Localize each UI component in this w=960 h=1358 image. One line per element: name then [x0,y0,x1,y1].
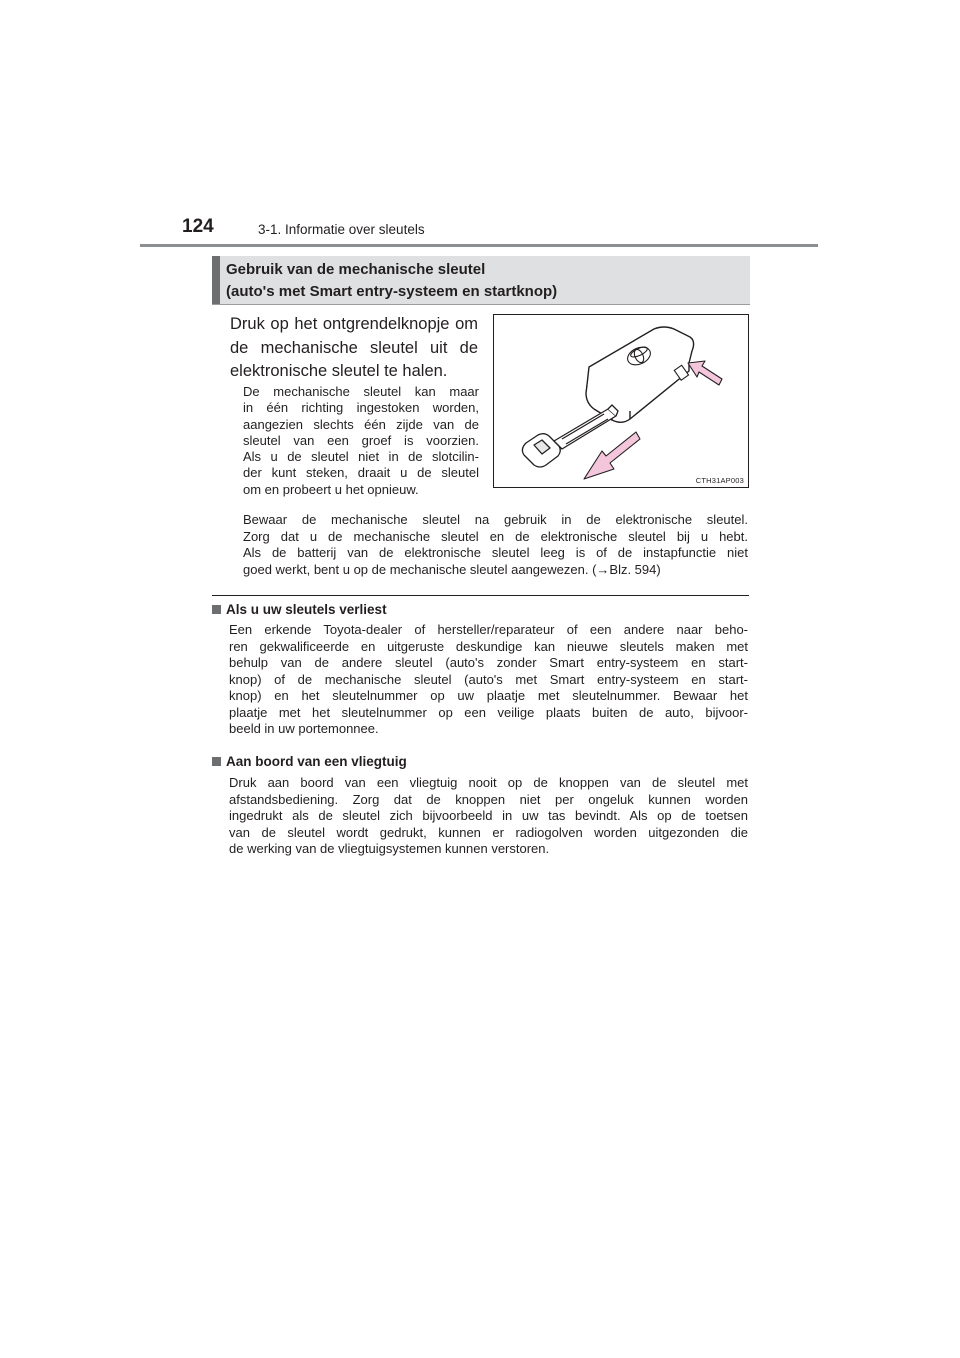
lost-keys-line: knop) en het sleutelnummer op uw plaatje met sleutelnummer. Bewaar het [229,688,748,703]
intro-line: elektronische sleutel te halen. [230,362,448,380]
note-line: in één richting ingestoken worden, [243,400,479,416]
lost-keys-line: Een erkende Toyota-dealer of hersteller/reparateur of een andere naar beho- [229,622,748,637]
airplane-line: ingedrukt als de sleutel zich bijvoorbeeld in uw tas bevindt. Als op de toetsen [229,808,748,823]
airplane-text [229,775,748,858]
key-drawing [494,315,748,487]
airplane-line: de werking van de vliegtuigsystemen kunnen verstoren. [229,841,550,856]
heading-line-1: Gebruik van de mechanische sleutel [226,261,486,278]
key-orientation-note [243,384,479,498]
figure-code: CTH31AP003 [695,476,744,485]
airplane-line: van de sleutel wordt gedrukt, kunnen er radiogolven worden uitgezonden die [229,824,748,840]
storage-line: Als de batterij van de elektronische sleutel leeg is of de instapfunctie niet [243,545,748,560]
note-line: Als u de sleutel niet in de slotcilin- [243,449,479,465]
airplane-line: afstandsbediening. Zorg dat de knoppen niet per ongeluk kunnen worden [229,791,748,807]
lost-keys-heading [212,602,387,617]
storage-line: Bewaar de mechanische sleutel na gebruik in de elektronische sleutel. [243,512,748,527]
intro-line: de mechanische sleutel uit de [230,338,478,357]
section-heading [212,256,750,305]
note-line: De mechanische sleutel kan maar [243,384,479,399]
heading-accent-bar [212,256,220,304]
storage-line: goed werkt, bent u op de mechanische sleutel aangewezen. (→Blz. 594) [243,561,661,577]
note-line: der kunt steken, draait u de sleutel [243,465,479,481]
lost-keys-title: Als u uw sleutels verliest [226,602,387,617]
airplane-line: Druk aan boord van een vliegtuig nooit op de knoppen van de sleutel met [229,775,748,790]
lost-keys-line: behulp van de andere sleutel (auto's zonder Smart entry-systeem en start- [229,655,748,670]
header-rule [140,244,818,247]
note-line: sleutel van een groef is voorzien. [243,432,479,448]
airplane-heading [212,754,407,769]
square-bullet-icon [212,757,221,766]
storage-note [243,512,748,578]
lost-keys-line: knop) of de mechanische sleutel (auto's met Smart entry-systeem en start- [229,671,748,687]
storage-line: Zorg dat u de mechanische sleutel en de elektronische sleutel bij u hebt. [243,528,748,544]
lost-keys-line: ren gekwalificeerde en uitgeruste deskundige kan nieuwe sleutels maken met [229,638,748,654]
section-title: 3-1. Informatie over sleutels [258,222,425,237]
square-bullet-icon [212,605,221,614]
lost-keys-line: plaatje met het sleutelnummer op een veilige plaats buiten de auto, bijvoor- [229,704,748,720]
lost-keys-line: beeld in uw portemonnee. [229,721,379,736]
pull-direction-arrow-icon [584,432,640,479]
press-arrow-icon [688,361,722,385]
page-number: 124 [182,216,214,237]
intro-line: Druk op het ontgrendelknopje om [230,315,478,333]
heading-line-2: (auto's met Smart entry-systeem en startknop) [226,283,558,300]
intro-instruction [230,313,478,384]
section-divider [212,595,749,596]
lost-keys-text [229,622,748,738]
key-illustration [493,314,749,488]
airplane-title: Aan boord van een vliegtuig [226,754,407,769]
note-line: om en probeert u het opnieuw. [243,481,419,497]
note-line: aangezien slechts één zijde van de [243,416,479,432]
